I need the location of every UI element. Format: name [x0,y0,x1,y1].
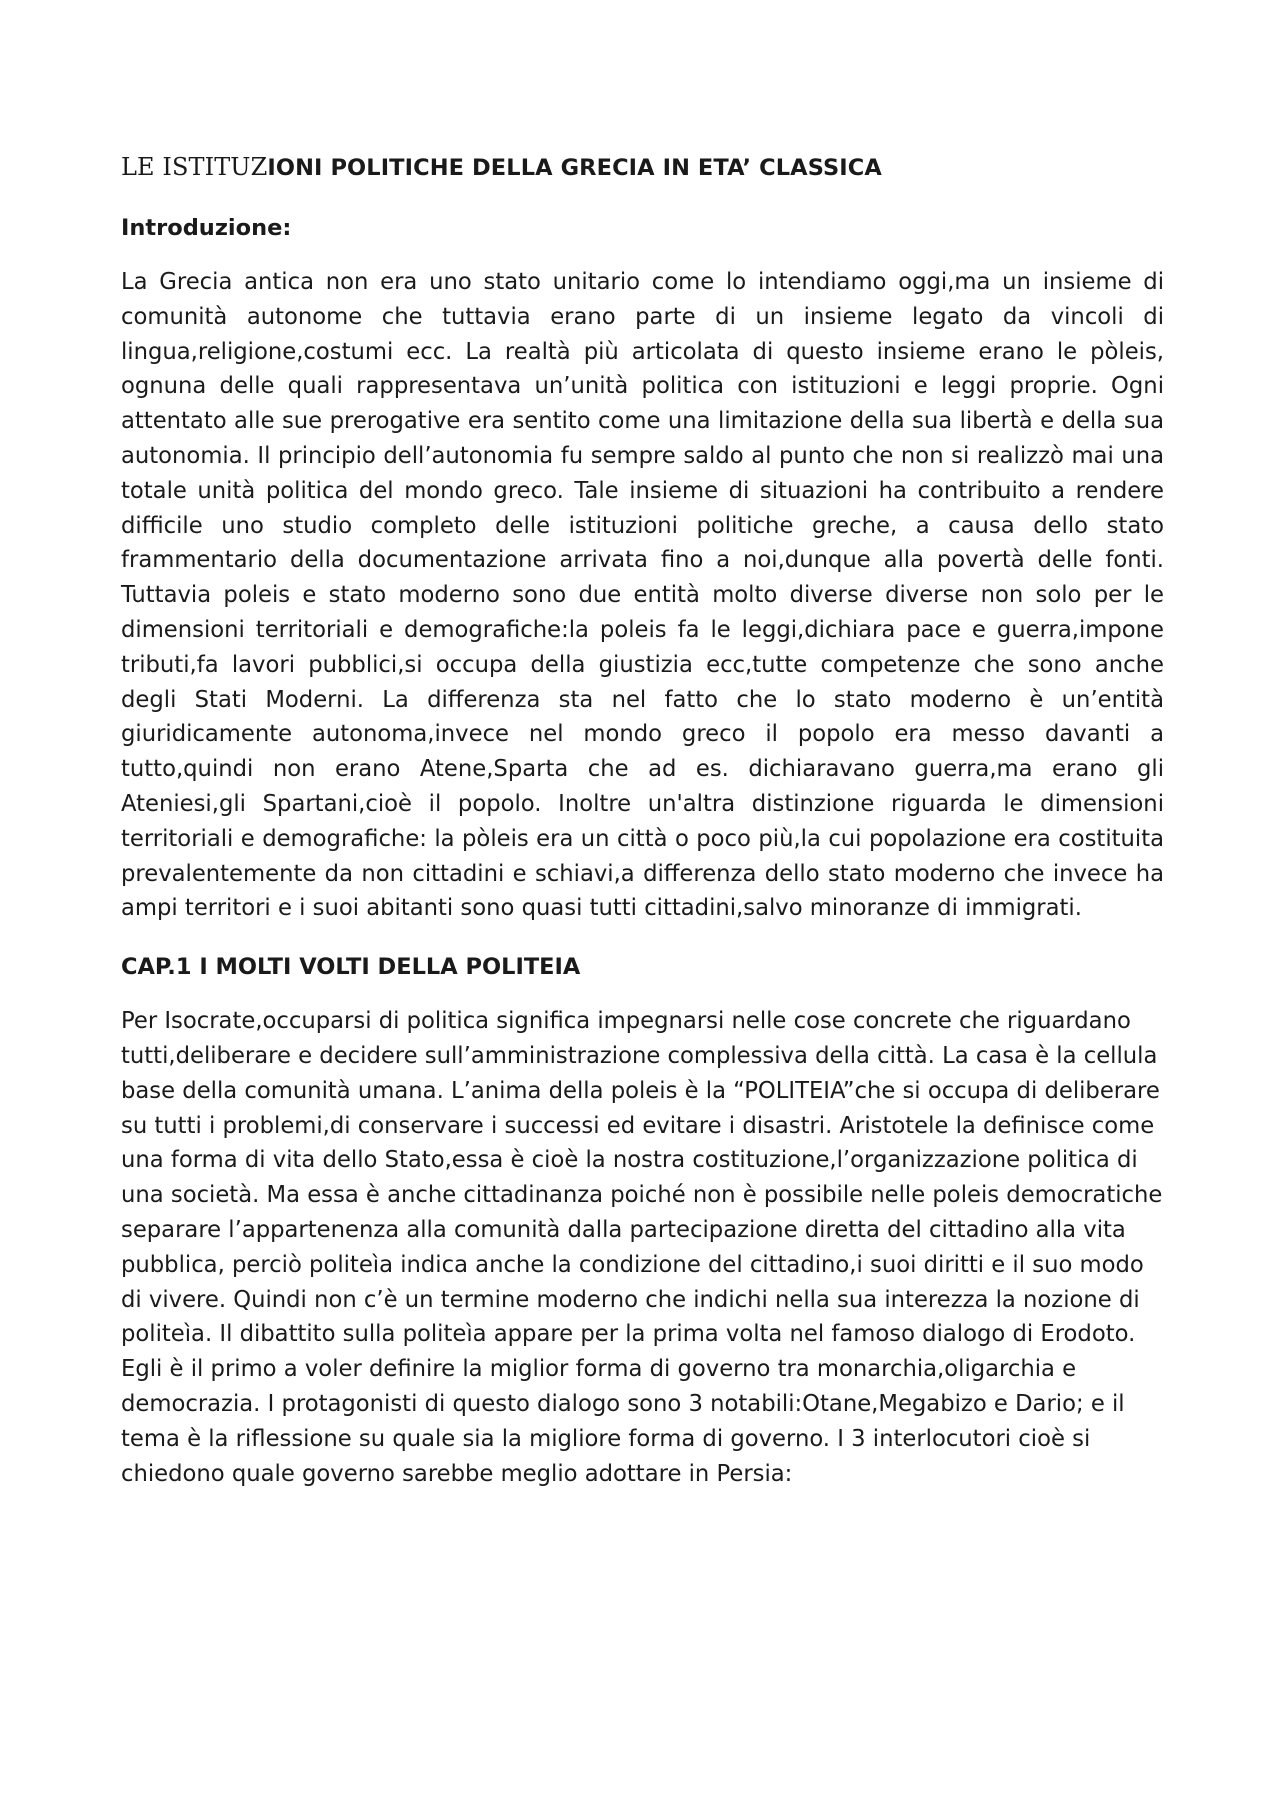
chapter-1-paragraph: Per Isocrate,occuparsi di politica significa impegnarsi nelle cose concrete che riguardano tutti,deliberare e decidere sull’amministrazione complessiva della città. La casa è la cellula base della comunità umana. L’anima della poleis è la “POLITEIA”che si occupa di deliberare su tutti i problemi,di conservare i successi ed evitare i disastri. Aristotele la definisce come una forma di vita dello Stato,essa è cioè la nostra costituzione,l’organizzazione politica di una società. Ma essa è anche cittadinanza poiché non è possibile nelle poleis democratiche separare l’appartenenza alla comunità dalla partecipazione diretta del cittadino alla vita pubblica, perciò politeìa indica anche la condizione del cittadino,i suoi diritti e il suo modo di vivere. Quindi non c’è un termine moderno che indichi nella sua interezza la nozione di politeìa. Il dibattito sulla politeìa appare per la prima volta nel famoso dialogo di Erodoto. Egli è il primo a voler definire la miglior forma di governo tra monarchia,oligarchia e democrazia. I protagonisti di questo dialogo sono 3 notabili:Otane,Megabizo e Dario; e il tema è la riflessione su quale sia la migliore forma di governo. I 3 interlocutori cioè si chiedono quale governo sarebbe meglio adottare in Persia: [121,1008,1163,1487]
intro-heading: Introduzione: [121,215,292,241]
title-serif-part: LE ISTITUZ [121,153,268,181]
intro-paragraph: La Grecia antica non era uno stato unitario come lo intendiamo oggi,ma un insieme di comunità autonome che tuttavia erano parte di un insieme legato da vincoli di lingua,religione,costumi ecc. La realtà più articolata di questo insieme erano le pòleis, ognuna delle quali rappresentava un’unità politica con istituzioni e leggi proprie. Ogni attentato alle sue prerogative era sentito come una limitazione della sua libertà e della sua autonomia. Il principio dell’autonomia fu sempre saldo al punto che non si realizzò mai una totale unità politica del mondo greco. Tale insieme di situazioni ha contribuito a rendere difficile uno studio completo delle istituzioni politiche greche, a causa dello stato frammentario della documentazione arrivata fino a noi,dunque alla povertà delle fonti. Tuttavia poleis e stato moderno sono due entità molto diverse diverse non solo per le dimensioni territoriali e demografiche:la poleis fa le leggi,dichiara pace e guerra,impone tributi,fa lavori pubblici,si occupa della giustizia ecc,tutte competenze che sono anche degli Stati Moderni. La differenza sta nel fatto che lo stato moderno è un’entità giuridicamente autonoma,invece nel mondo greco il popolo era messo davanti a tutto,quindi non erano Atene,Sparta che ad es. dichiaravano guerra,ma erano gli Ateniesi,gli Spartani,cioè il popolo. Inoltre un'altra distinzione riguarda le dimensioni territoriali e demografiche: la pòleis era un città o poco più,la cui popolazione era costituita prevalentemente da non cittadini e schiavi,a differenza dello stato moderno che invece ha ampi territori e i suoi abitanti sono quasi tutti cittadini,salvo minoranze di immigrati. [121,269,1164,922]
chapter-1-heading: CAP.1 I MOLTI VOLTI DELLA POLITEIA [121,954,581,981]
document-title [121,150,1164,185]
document-page [121,150,1164,1491]
title-rest: IONI POLITICHE DELLA GRECIA IN ETA’ CLASSICA [267,155,882,181]
